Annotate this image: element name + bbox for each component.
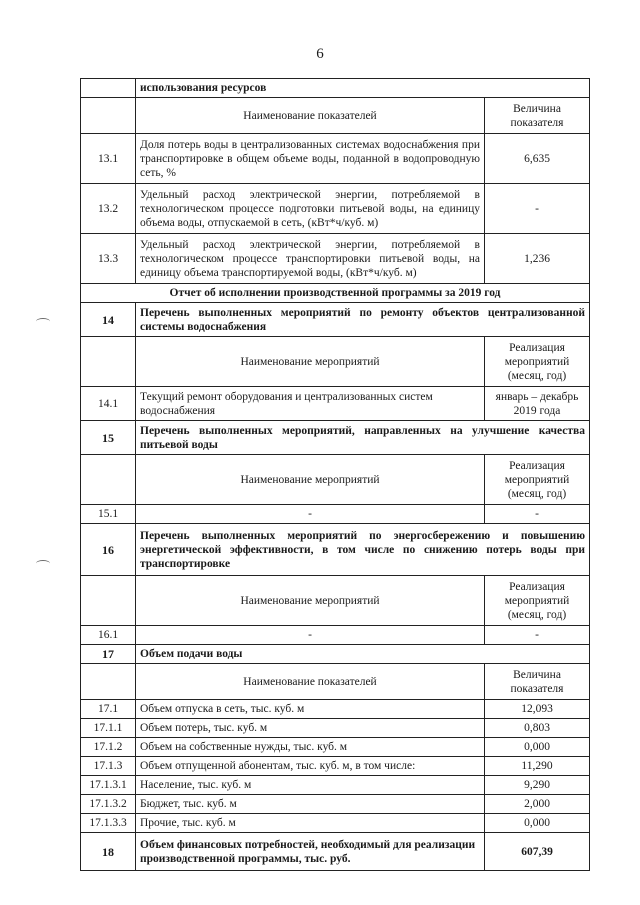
row-description: Прочие, тыс. куб. м [136, 814, 485, 833]
row-description: Объем отпущенной абонентам, тыс. куб. м, в том числе: [136, 757, 485, 776]
table-row [81, 505, 590, 524]
table-row [81, 524, 590, 576]
section-continuation: использования ресурсов [136, 79, 590, 98]
row-value: январь – декабрь 2019 года [485, 387, 590, 421]
row-description: Удельный расход электрической энергии, потребляемой в технологическом процессе подготовки питьевой воды, на единицу объема воды, отпускаемой в сеть, (кВт*ч/куб. м) [136, 184, 485, 234]
row-number: 17.1.2 [81, 738, 136, 757]
row-value: 12,093 [485, 700, 590, 719]
row-description: Население, тыс. куб. м [136, 776, 485, 795]
row-number: 13.2 [81, 184, 136, 234]
row-number: 14.1 [81, 387, 136, 421]
table-row [81, 757, 590, 776]
row-value: 1,236 [485, 234, 590, 284]
table-row [81, 814, 590, 833]
row-description: Доля потерь воды в централизованных системах водоснабжения при транспортировке в общем объеме воды, поданной в водопроводную сеть, % [136, 134, 485, 184]
section-number: 15 [81, 421, 136, 455]
row-value: 9,290 [485, 776, 590, 795]
row-value: 11,290 [485, 757, 590, 776]
scan-mark [36, 318, 50, 325]
table-row [81, 455, 590, 505]
table-row [81, 234, 590, 284]
row-description: Объем отпуска в сеть, тыс. куб. м [136, 700, 485, 719]
row-value: 0,803 [485, 719, 590, 738]
column-header-name: Наименование мероприятий [136, 576, 485, 626]
table-row [81, 303, 590, 337]
column-header-value: Реализация мероприятий (месяц, год) [485, 455, 590, 505]
table-row [81, 337, 590, 387]
table-row [81, 664, 590, 700]
scan-mark [36, 560, 50, 567]
total-value: 607,39 [485, 833, 590, 871]
row-number: 17.1.3.3 [81, 814, 136, 833]
table-row [81, 387, 590, 421]
row-number: 17.1.3.1 [81, 776, 136, 795]
column-header-name: Наименование мероприятий [136, 337, 485, 387]
row-value: - [485, 505, 590, 524]
row-value: 0,000 [485, 738, 590, 757]
column-header-name: Наименование показателей [136, 98, 485, 134]
row-value: 2,000 [485, 795, 590, 814]
column-header-value: Реализация мероприятий (месяц, год) [485, 576, 590, 626]
table-row [81, 79, 590, 98]
column-header-value: Величина показателя [485, 664, 590, 700]
section-title: Перечень выполненных мероприятий по энергосбережению и повышению энергетической эффективности, в том числе по снижению потерь воды при транспортировке [136, 524, 590, 576]
table-row [81, 776, 590, 795]
row-number: 13.1 [81, 134, 136, 184]
row-number: 17.1.3 [81, 757, 136, 776]
table-row [81, 719, 590, 738]
row-description: Удельный расход электрической энергии, потребляемой в технологическом процессе транспортировки питьевой воды, на единицу объема транспортируемой воды, (кВт*ч/куб. м) [136, 234, 485, 284]
column-header-name: Наименование показателей [136, 664, 485, 700]
column-header-name: Наименование мероприятий [136, 455, 485, 505]
section-number: 17 [81, 645, 136, 664]
section-number: 14 [81, 303, 136, 337]
table-row [81, 98, 590, 134]
row-description: Бюджет, тыс. куб. м [136, 795, 485, 814]
section-title: Объем подачи воды [136, 645, 590, 664]
table-row [81, 700, 590, 719]
row-number: 17.1.3.2 [81, 795, 136, 814]
section-title: Перечень выполненных мероприятий по ремонту объектов централизованной системы водоснабжения [136, 303, 590, 337]
table-row [81, 795, 590, 814]
table-row [81, 645, 590, 664]
row-description: - [136, 505, 485, 524]
section-number: 16 [81, 524, 136, 576]
table-row [81, 738, 590, 757]
table-row [81, 576, 590, 626]
section-number: 18 [81, 833, 136, 871]
row-number: 17.1 [81, 700, 136, 719]
table-row [81, 284, 590, 303]
report-section-title: Отчет об исполнении производственной программы за 2019 год [81, 284, 590, 303]
table-row [81, 421, 590, 455]
row-description: Текущий ремонт оборудования и централизованных систем водоснабжения [136, 387, 485, 421]
page-number: 6 [316, 46, 324, 62]
row-value: 6,635 [485, 134, 590, 184]
total-description: Объем финансовых потребностей, необходимый для реализации производственной программы, тыс. руб. [136, 833, 485, 871]
row-value: 0,000 [485, 814, 590, 833]
report-table [80, 78, 590, 871]
row-description: Объем потерь, тыс. куб. м [136, 719, 485, 738]
table-row [81, 184, 590, 234]
row-value: - [485, 184, 590, 234]
column-header-value: Величина показателя [485, 98, 590, 134]
row-number: 16.1 [81, 626, 136, 645]
table-row [81, 833, 590, 871]
column-header-value: Реализация мероприятий (месяц, год) [485, 337, 590, 387]
section-title: Перечень выполненных мероприятий, направленных на улучшение качества питьевой воды [136, 421, 590, 455]
table-row [81, 134, 590, 184]
row-description: Объем на собственные нужды, тыс. куб. м [136, 738, 485, 757]
row-value: - [485, 626, 590, 645]
table-row [81, 626, 590, 645]
row-number: 17.1.1 [81, 719, 136, 738]
row-number: 13.3 [81, 234, 136, 284]
row-description: - [136, 626, 485, 645]
row-number: 15.1 [81, 505, 136, 524]
